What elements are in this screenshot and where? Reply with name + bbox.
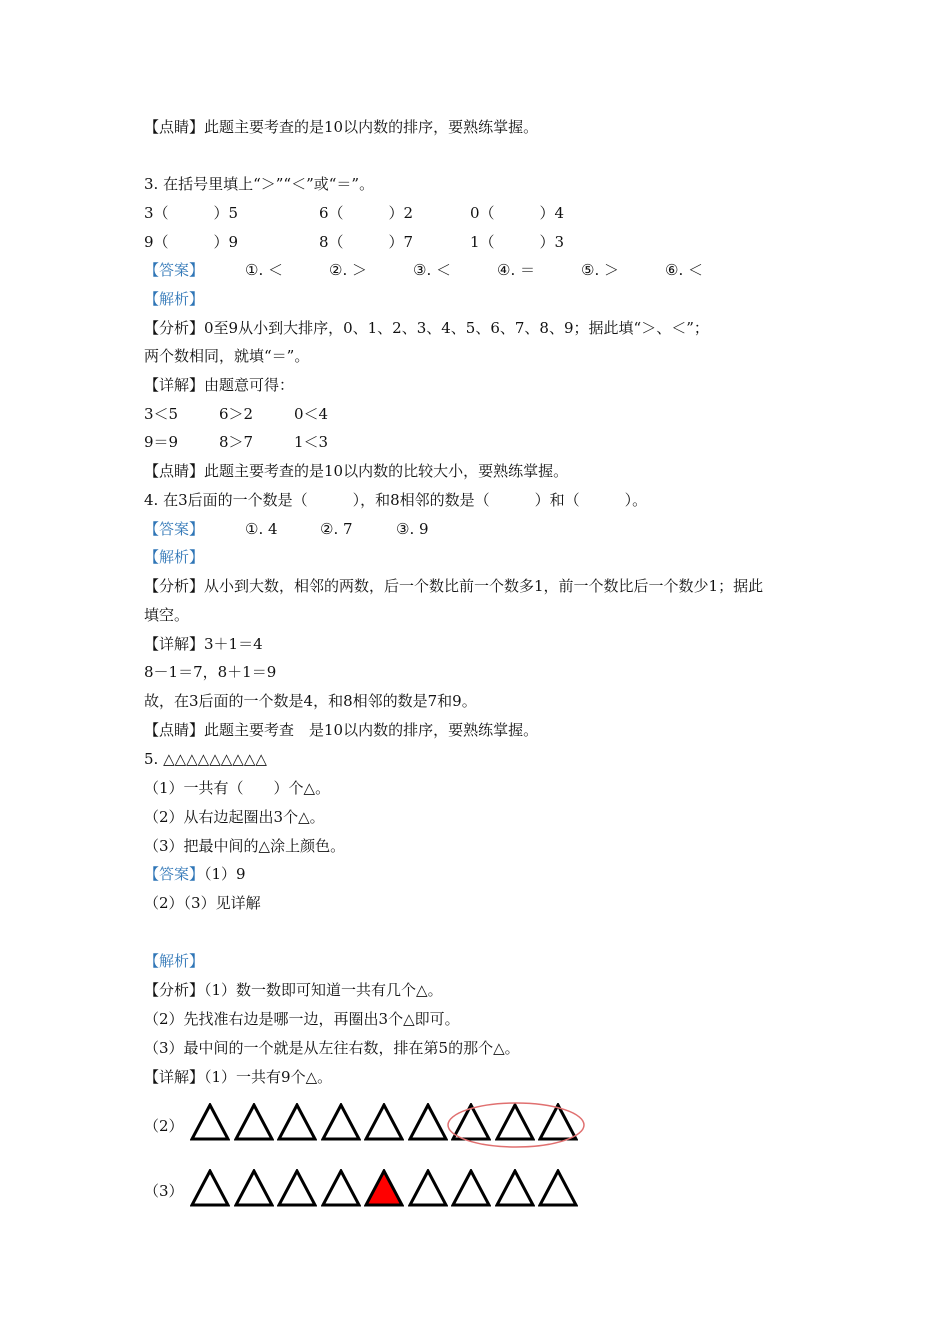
q3-fenxi-2: 两个数相同，就填“＝”。 xyxy=(144,347,310,365)
triangle xyxy=(321,1169,361,1207)
triangle xyxy=(190,1103,230,1141)
q5-answer-1: （1）9 xyxy=(204,865,246,883)
q5-answer-label: 【答案】 xyxy=(144,865,205,883)
q5-xiangjie: 【详解】（1）一共有9个△。 xyxy=(144,1068,333,1086)
q4-answer-2: ②. 7 xyxy=(320,520,353,538)
triangle xyxy=(234,1169,274,1207)
q3-answer-5: ⑤. ＞ xyxy=(581,261,619,279)
q3-answer-1: ①. ＜ xyxy=(245,261,283,279)
triangle xyxy=(538,1169,578,1207)
q3-row2-a: 9（ ）9 xyxy=(144,233,239,251)
q3-cmp-4: 9＝9 xyxy=(144,433,179,451)
q4-calc: 8－1＝7，8＋1＝9 xyxy=(144,663,277,681)
triangle xyxy=(234,1103,274,1141)
q5-fenxi-2: （2）先找准右边是哪一边，再圈出3个△即可。 xyxy=(144,1010,460,1028)
q3-cmp-3: 0＜4 xyxy=(294,405,329,423)
q4-fenxi: 【分析】从小到大数，相邻的两数，后一个数比前一个数多1，前一个数比后一个数少1；据此 xyxy=(144,577,764,595)
q4-conclusion: 故，在3后面的一个数是4，和8相邻的数是7和9。 xyxy=(144,692,477,710)
q3-cmp-2: 6＞2 xyxy=(219,405,254,423)
q4-answer-label: 【答案】 xyxy=(144,520,205,538)
q3-answer-4: ④. ＝ xyxy=(497,261,535,279)
fig2-label: （2） xyxy=(144,1117,184,1135)
triangle xyxy=(190,1169,230,1207)
q4-analysis-label: 【解析】 xyxy=(144,548,205,566)
q5-fenxi-3: （3）最中间的一个就是从左往右数，排在第5的那个△。 xyxy=(144,1039,520,1057)
fig3-label: （3） xyxy=(144,1182,184,1200)
triangle xyxy=(451,1169,491,1207)
q3-row1-a: 3（ ）5 xyxy=(144,204,239,222)
colored-triangle xyxy=(364,1169,404,1207)
q3-row2-b: 8（ ）7 xyxy=(319,233,414,251)
q3-answer-3: ③. ＜ xyxy=(413,261,451,279)
q3-row2-c: 1（ ）3 xyxy=(470,233,565,251)
q2-review: 【点睛】此题主要考查的是10以内数的排序，要熟练掌握。 xyxy=(144,118,539,136)
q3-answer-label: 【答案】 xyxy=(144,261,205,279)
triangle xyxy=(408,1103,448,1141)
triangle xyxy=(408,1169,448,1207)
q4-answer-3: ③. 9 xyxy=(396,520,429,538)
q3-row1-b: 6（ ）2 xyxy=(319,204,414,222)
q4-review: 【点睛】此题主要考查 是10以内数的排序，要熟练掌握。 xyxy=(144,721,539,739)
triangle xyxy=(321,1103,361,1141)
triangle xyxy=(495,1169,535,1207)
triangle xyxy=(364,1103,404,1141)
q3-review: 【点睛】此题主要考查的是10以内数的比较大小，要熟练掌握。 xyxy=(144,462,569,480)
q3-xiangjie: 【详解】由题意可得： xyxy=(144,376,295,394)
triangle xyxy=(277,1169,317,1207)
q4-question: 4. 在3后面的一个数是（ ），和8相邻的数是（ ）和（ ）。 xyxy=(144,491,648,509)
q3-fenxi: 【分析】0至9从小到大排序，0、1、2、3、4、5、6、7、8、9；据此填“＞、＜”； xyxy=(144,319,709,337)
q5-question: 5. △△△△△△△△△ xyxy=(144,750,267,768)
q4-answer-1: ①. 4 xyxy=(245,520,278,538)
q3-cmp-1: 3＜5 xyxy=(144,405,179,423)
q5-answer-2: （2）（3）见详解 xyxy=(144,894,261,912)
q3-answer-6: ⑥. ＜ xyxy=(665,261,703,279)
q5-sub-2: （2）从右边起圈出3个△。 xyxy=(144,808,325,826)
q3-analysis-label: 【解析】 xyxy=(144,290,205,308)
q3-row1-c: 0（ ）4 xyxy=(470,204,565,222)
q3-question: 3. 在括号里填上“＞”“＜”或“＝”。 xyxy=(144,175,375,193)
q5-sub-3: （3）把最中间的△涂上颜色。 xyxy=(144,837,346,855)
q4-xiangjie: 【详解】3＋1＝4 xyxy=(144,635,263,653)
triangle xyxy=(277,1103,317,1141)
fig2-circle xyxy=(445,1100,587,1150)
q3-cmp-6: 1＜3 xyxy=(294,433,329,451)
q5-fenxi: 【分析】（1）数一数即可知道一共有几个△。 xyxy=(144,981,443,999)
q3-answer-2: ②. ＞ xyxy=(329,261,367,279)
q5-analysis-label: 【解析】 xyxy=(144,952,205,970)
q4-fenxi-2: 填空。 xyxy=(144,606,190,624)
q5-sub-1: （1）一共有（ ）个△。 xyxy=(144,779,331,797)
q3-cmp-5: 8＞7 xyxy=(219,433,254,451)
